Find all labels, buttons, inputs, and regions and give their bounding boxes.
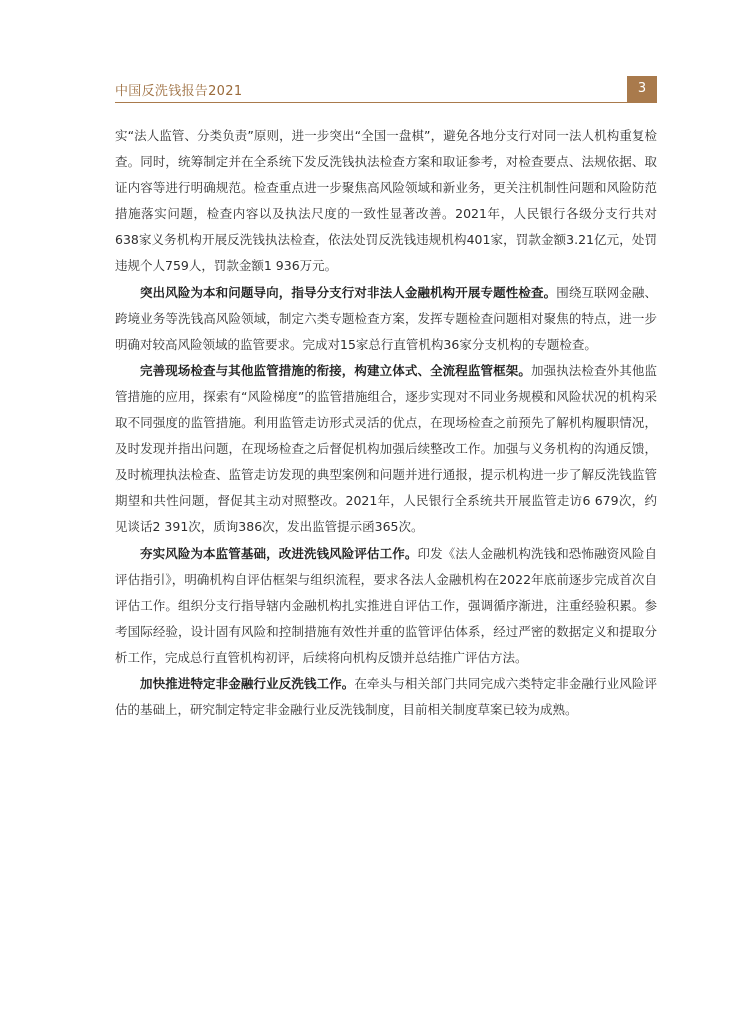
paragraph-text: 印发《法人金融机构洗钱和恐怖融资风险自评估指引》，明确机构自评估框架与组织流程，要求各法人金融机构在2022年底前逐步完成首次自评估工作。组织分支行指导辖内金融机构扎实推进自评估工作，强调循序渐进，注重经验积累。参考国际经验，设计固有风险和控制措施有效性并重的监管评估体系，经过严密的数据定义和提取分析工作，完成总行直管机构初评，后续将向机构反馈并总结推广评估方法。 bbox=[115, 545, 657, 665]
paragraph-lead: 完善现场检查与其他监管措施的衔接，构建立体式、全流程监管框架。 bbox=[140, 362, 531, 378]
paragraph-lead: 夯实风险为本监管基础，改进洗钱风险评估工作。 bbox=[140, 545, 418, 561]
paragraph-text: 围绕互联网金融、跨境业务等洗钱高风险领域，制定六类专题检查方案，发挥专题检查问题相对聚焦的特点，进一步明确对较高风险领域的监管要求。完成对15家总行直管机构36家分支机构的专题检查。 bbox=[115, 284, 657, 352]
body-text bbox=[115, 123, 657, 723]
paragraph-lead: 加快推进特定非金融行业反洗钱工作。 bbox=[140, 675, 355, 691]
paragraph-continued bbox=[115, 123, 657, 280]
paragraph-text: 在牵头与相关部门共同完成六类特定非金融行业风险评估的基础上，研究制定特定非金融行业反洗钱制度，目前相关制度草案已较为成熟。 bbox=[115, 675, 657, 718]
header-divider bbox=[115, 102, 657, 103]
page-header bbox=[115, 76, 657, 102]
report-title: 中国反洗钱报告2021 bbox=[115, 84, 243, 99]
paragraph-non-financial-sector bbox=[115, 671, 657, 723]
page-number: 3 bbox=[627, 76, 657, 102]
paragraph-supervision-framework bbox=[115, 358, 657, 541]
paragraph-thematic-inspection bbox=[115, 280, 657, 358]
paragraph-text: 实“法人监管、分类负责”原则，进一步突出“全国一盘棋”，避免各地分支行对同一法人机构重复检查。同时，统筹制定并在全系统下发反洗钱执法检查方案和取证参考，对检查要点、法规依据、取证内容等进行明确规范。检查重点进一步聚焦高风险领域和新业务，更关注机制性问题和风险防范措施落实问题，检查内容以及执法尺度的一致性显著改善。2021年，人民银行各级分支行共对638家义务机构开展反洗钱执法检查，依法处罚反洗钱违规机构401家，罚款金额3.21亿元，处罚违规个人759人，罚款金额1 936万元。 bbox=[115, 128, 657, 274]
paragraph-lead: 突出风险为本和问题导向，指导分支行对非法人金融机构开展专题性检查。 bbox=[140, 284, 557, 300]
paragraph-text: 加强执法检查外其他监管措施的应用，探索有“风险梯度”的监管措施组合，逐步实现对不同业务规模和风险状况的机构采取不同强度的监管措施。利用监管走访形式灵活的优点，在现场检查之前预先了解机构履职情况，及时发现并指出问题，在现场检查之后督促机构加强后续整改工作。加强与义务机构的沟通反馈，及时梳理执法检查、监管走访发现的典型案例和问题并进行通报，提示机构进一步了解反洗钱监管期望和共性问题，督促其主动对照整改。2021年，人民银行全系统共开展监管走访6 679次，约见谈话2 391次，质询386次，发出监管提示函365次。 bbox=[115, 362, 657, 535]
paragraph-risk-assessment bbox=[115, 541, 657, 671]
